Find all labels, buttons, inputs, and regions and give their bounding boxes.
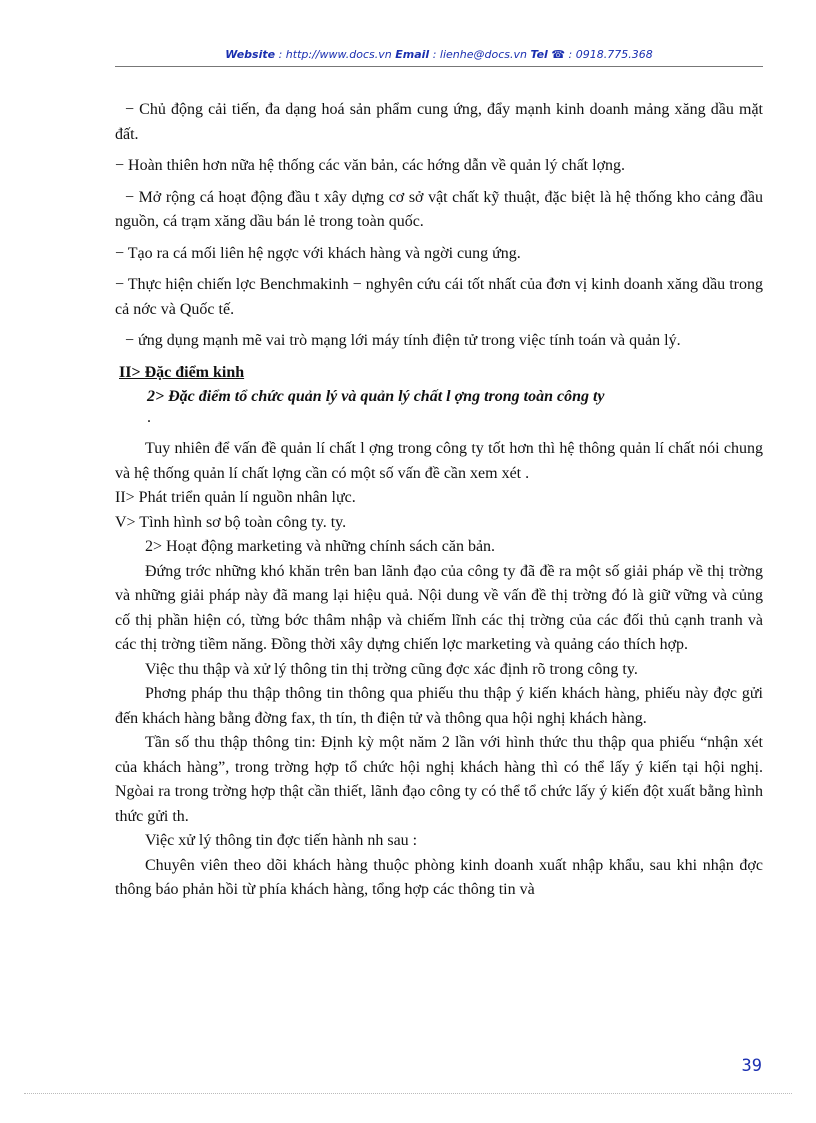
header-rule	[115, 66, 763, 67]
page-body	[115, 98, 763, 903]
paragraph-11: Đứng trớc những khó khăn trên ban lãnh đạo của công ty đã đề ra một số giải pháp về thị trờng và những giải pháp này đã mang lại hiệu quả. Nội dung về vấn đề thị trờng đó là giữ vững và củng cố thị phần hiện có, từng bớc thâm nhập và chiếm lĩnh các thị trờng của các đối thủ cạnh tranh và các thị trờng tiềm năng. Đồng thời xây dựng chiến lợc marketing và quảng cáo thích hợp.	[115, 562, 763, 653]
website-label: Website	[225, 48, 276, 61]
paragraph-5: − Thực hiện chiến lợc Benchmakinh − nghyên cứu cái tốt nhất của đơn vị kinh doanh xăng dầu trong cả nớc và Quốc tế.	[115, 276, 763, 318]
paragraph-9: V> Tình hình sơ bộ toàn công ty. ty.	[115, 513, 347, 531]
paragraph-2: − Hoàn thiên hơn nữa hệ thống các văn bản, các hớng dẫn về quản lý chất lợng.	[115, 157, 626, 174]
website-value: : http://www.docs.vn	[275, 48, 396, 61]
email-value: : lienhe@docs.vn	[429, 48, 531, 61]
paragraph-4: − Tạo ra cá mối liên hệ ngợc với khách hàng và ngời cung ứng.	[115, 244, 521, 262]
paragraph-1: − Chủ động cải tiến, đa dạng hoá sản phẩm cung ứng, đẩy mạnh kinh doanh mảng xăng dầu mặt đất.	[115, 101, 763, 143]
tel-label: Tel	[530, 48, 548, 61]
paragraph-14: Tần số thu thập thông tin: Định kỳ một năm 2 lần với hình thức thu thập qua phiếu “nhận xét của khách hàng”, trong trờng hợp tổ chức hội nghị khách hàng thì có thể lấy ý kiến tại hội nghị. Ngòai ra trong trờng hợp thật cần thiết, lãnh đạo công ty có thể tổ chức lấy ý kiến đột xuất bằng hình thức gửi th.	[115, 734, 763, 825]
paragraph-15: Việc xử lý thông tin đợc tiến hành nh sau :	[145, 832, 418, 849]
paragraph-6: − ứng dụng mạnh mẽ vai trò mạng lới máy tính điện tử trong việc tính toán và quản lý.	[125, 332, 681, 349]
subheading-dot: .	[147, 408, 151, 426]
tel-value: : 0918.775.368	[565, 48, 653, 61]
email-label: Email	[395, 48, 430, 61]
page-header	[115, 48, 763, 61]
paragraph-10: 2> Hoạt động marketing và những chính sách căn bản.	[145, 538, 496, 555]
paragraph-7: Tuy nhiên để vấn đề quản lí chất l ợng trong công ty tốt hơn thì hệ thông quản lí chất nói chung và hệ thống quản lí chất lợng cần có một số vấn đề cần xem xét .	[115, 440, 763, 482]
paragraph-13: Phơng pháp thu thập thông tin thông qua phiếu thu thập ý kiến khách hàng, phiếu này đợc gửi đến khách hàng bằng đờng fax, th tín, th điện tử và thông qua hội nghị khách hàng.	[115, 685, 763, 727]
section-heading: II> Đặc điểm kinh	[119, 363, 245, 381]
paragraph-16: Chuyên viên theo dõi khách hàng thuộc phòng kinh doanh xuất nhập khẩu, sau khi nhận đợc thông báo phản hồi từ phía khách hàng, tổng hợp các thông tin và	[115, 856, 763, 898]
paragraph-8: II> Phát triển quản lí nguồn nhân lực.	[115, 489, 356, 506]
phone-icon: ☎	[551, 48, 566, 61]
paragraph-3: − Mở rộng cá hoạt động đầu t xây dựng cơ sở vật chất kỹ thuật, đặc biệt là hệ thống kho cảng đầu nguồn, cá trạm xăng dầu bán lẻ trong toàn quốc.	[115, 188, 763, 230]
page-number: 39	[741, 1056, 762, 1076]
section-subheading: 2> Đặc điểm tổ chức quản lý và quản lý chất l ợng trong toàn công ty	[147, 388, 605, 405]
footer-rule	[24, 1093, 792, 1094]
paragraph-12: Việc thu thập và xử lý thông tin thị trờng cũng đợc xác định rõ trong công ty.	[145, 660, 638, 678]
